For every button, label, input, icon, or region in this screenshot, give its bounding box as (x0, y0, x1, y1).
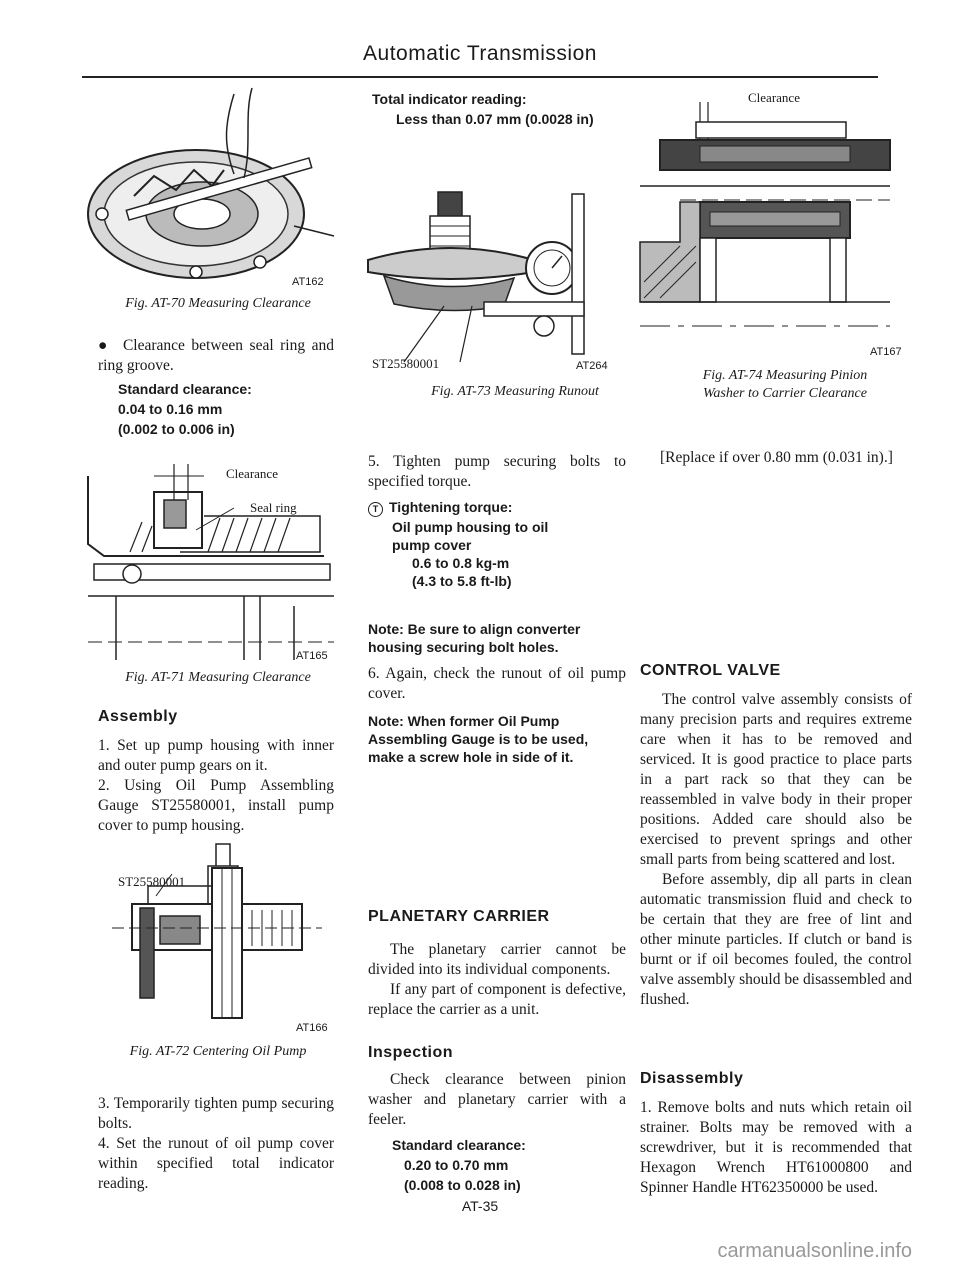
fig-at74-code: AT167 (870, 346, 902, 358)
planetary-paragraph-1: The planetary carrier cannot be divided into its individual components. (368, 941, 626, 978)
fig-at72-illustration (112, 838, 332, 1028)
fig-at71-label-seal-ring: Seal ring (250, 500, 297, 515)
inspection-paragraph: Check clearance between pinion washer and planetary carrier with a feeler. (368, 1071, 626, 1128)
bullet-clearance-seal-ring: ● Clearance between seal ring and ring groove. (98, 337, 334, 374)
assembly-step-4: 4. Set the runout of oil pump cover within specified total indicator reading. (98, 1135, 334, 1192)
note-1: Note: Be sure to align converter housing securing bolt holes. (368, 621, 581, 655)
fig-at71-caption: Fig. AT-71 Measuring Clearance (125, 670, 311, 685)
bullet-dot-icon: ● (98, 337, 123, 354)
std-clearance-label-2: Standard clearance: (392, 1137, 526, 1153)
std-clearance-label-1: Standard clearance: (118, 381, 252, 397)
fig-at73-part-number: ST25580001 (372, 356, 440, 371)
fig-at74-caption-2: Washer to Carrier Clearance (703, 386, 867, 401)
torque-label-line: T Tightening torque: (368, 498, 512, 517)
fig-at71-illustration (84, 456, 340, 666)
fig-at74-label-clearance: Clearance (748, 90, 800, 105)
inspection-heading: Inspection (368, 1044, 454, 1061)
fig-at73-caption: Fig. AT-73 Measuring Runout (431, 384, 599, 399)
note-2: Note: When former Oil Pump Assembling Gauge is to be used, make a screw hole in side of it. (368, 713, 589, 765)
torque-value-1: 0.6 to 0.8 kg-m (412, 555, 510, 571)
assembly-step-2: 2. Using Oil Pump Assembling Gauge ST25580001, install pump cover to pump housing. (98, 777, 334, 834)
fig-at72-code: AT166 (296, 1022, 328, 1034)
control-valve-paragraph-1: The control valve assembly consists of many precision parts and requires extreme care when it has to be removed and serviced. It is good practice to place parts in a part rack so that they can be reassembled in valve body in their proper positions. Added care should also be exercised to prevent springs and other small parts from being scattered and lost. (640, 691, 912, 868)
watermark: carmanualsonline.info (717, 1240, 912, 1262)
fig-at72-part-number: ST25580001 (118, 874, 186, 889)
tir-label: Total indicator reading: (372, 91, 527, 107)
torque-circle-t-icon: T (368, 502, 383, 517)
step-5: 5. Tighten pump securing bolts to specified torque. (368, 453, 626, 490)
assembly-step-1: 1. Set up pump housing with inner and outer pump gears on it. (98, 737, 334, 774)
header-rule (82, 76, 878, 78)
std-clearance-in-2: (0.008 to 0.028 in) (404, 1177, 521, 1193)
control-valve-paragraph-2: Before assembly, dip all parts in clean automatic transmission fluid and check to be certain that they are free of lint and other minute particles. If clutch or band is burnt or if oil becomes fouled, the control valve assembly should be disassembled and flushed. (640, 871, 912, 1008)
step-6: 6. Again, check the runout of oil pump cover. (368, 665, 626, 702)
fig-at70-caption: Fig. AT-70 Measuring Clearance (125, 296, 311, 311)
fig-at70-illustration (84, 86, 344, 292)
fig-at73-illustration (364, 186, 624, 366)
assembly-step-3: 3. Temporarily tighten pump securing bolts. (98, 1095, 334, 1132)
std-clearance-mm-2: 0.20 to 0.70 mm (404, 1157, 509, 1173)
fig-at74-caption-1: Fig. AT-74 Measuring Pinion (702, 368, 868, 383)
fig-at70-code: AT162 (292, 276, 324, 288)
fig-at71-label-clearance: Clearance (226, 466, 278, 481)
torque-item-2: pump cover (392, 537, 472, 553)
fig-at74-illustration (640, 102, 908, 332)
torque-item-1: Oil pump housing to oil (392, 519, 549, 535)
assembly-heading: Assembly (98, 708, 178, 725)
fig-at73-code: AT264 (576, 360, 608, 372)
fig-at72-caption: Fig. AT-72 Centering Oil Pump (129, 1044, 307, 1059)
torque-value-2: (4.3 to 5.8 ft-lb) (412, 573, 512, 589)
replace-note: [Replace if over 0.80 mm (0.031 in).] (660, 449, 893, 466)
std-clearance-mm-1: 0.04 to 0.16 mm (118, 401, 223, 417)
planetary-paragraph-2: If any part of component is defective, replace the carrier as a unit. (368, 981, 626, 1018)
control-valve-heading: CONTROL VALVE (640, 662, 781, 679)
planetary-carrier-heading: PLANETARY CARRIER (368, 908, 550, 925)
tir-value: Less than 0.07 mm (0.0028 in) (396, 111, 594, 127)
std-clearance-in-1: (0.002 to 0.006 in) (118, 421, 235, 437)
page-header: Automatic Transmission (363, 42, 597, 65)
disassembly-heading: Disassembly (640, 1070, 744, 1087)
page-number: AT-35 (461, 1198, 499, 1214)
disassembly-step-1: 1. Remove bolts and nuts which retain oil strainer. Bolts may be removed with a screwdriver, but it is recommended that Hexagon Wrench HT61000800 and Spinner Handle HT62350000 be used. (640, 1099, 912, 1196)
fig-at71-code: AT165 (296, 650, 328, 662)
